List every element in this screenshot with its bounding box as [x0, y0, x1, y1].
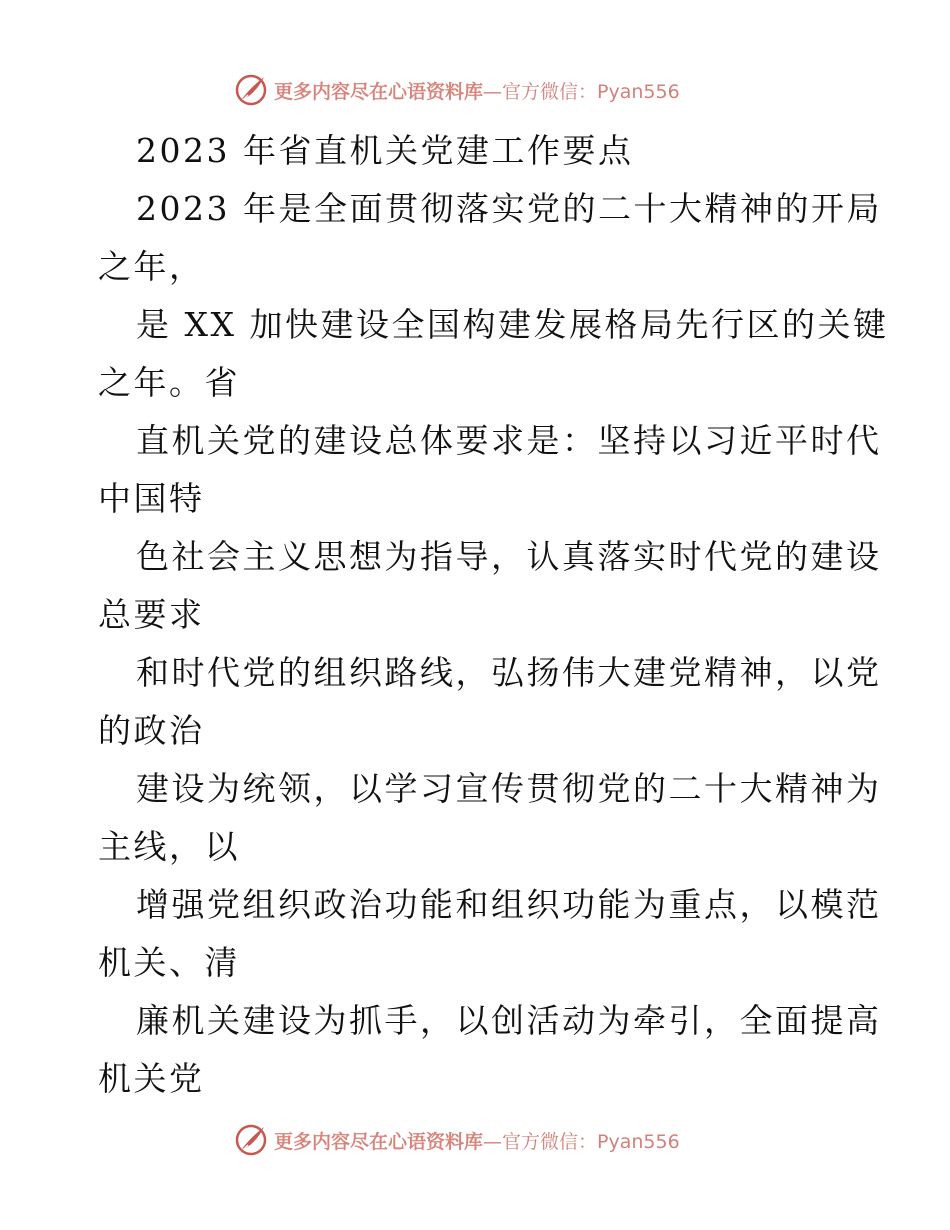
- header-banner: [234, 70, 734, 110]
- footer-banner-wechat: —官方微信：Pyan556: [483, 1130, 680, 1153]
- header-banner-wechat: —官方微信：Pyan556: [483, 80, 680, 103]
- paragraph-line: 中国特: [98, 479, 205, 518]
- header-banner-title: 更多内容尽在心语资料库: [274, 80, 484, 103]
- paragraph-line: 是 XX 加快建设全国构建发展格局先行区的关键: [136, 305, 889, 344]
- paragraph-line: 之年。省: [98, 363, 240, 402]
- footer-banner-text: [274, 1127, 680, 1154]
- paragraph-line: 主线，以: [98, 827, 240, 866]
- footer-banner-title: 更多内容尽在心语资料库: [274, 1130, 484, 1153]
- paragraph-line: 建设为统领，以学习宣传贯彻党的二十大精神为: [136, 769, 882, 808]
- paragraph-line: 廉机关建设为抓手，以创活动为牵引，全面提高: [136, 1001, 882, 1040]
- paragraph-line: 的政治: [98, 711, 205, 750]
- paragraph-line: 直机关党的建设总体要求是：坚持以习近平时代: [136, 421, 882, 460]
- document-body: [98, 122, 889, 1108]
- header-banner-text: [274, 77, 680, 104]
- footer-banner: [234, 1120, 734, 1160]
- paragraph-line: 总要求: [98, 595, 205, 634]
- document-title: 2023 年省直机关党建工作要点: [136, 131, 634, 170]
- paragraph-line: 色社会主义思想为指导，认真落实时代党的建设: [136, 537, 882, 576]
- quill-pen-logo-icon: [234, 73, 268, 107]
- paragraph-line: 和时代党的组织路线，弘扬伟大建党精神，以党: [136, 653, 882, 692]
- quill-pen-logo-icon: [234, 1123, 268, 1157]
- paragraph-line: 机关、清: [98, 943, 240, 982]
- paragraph-line: 机关党: [98, 1059, 205, 1098]
- paragraph-line: 2023 年是全面贯彻落实党的二十大精神的开局: [136, 189, 882, 228]
- paragraph-line: 之年，: [98, 247, 205, 286]
- paragraph-line: 增强党组织政治功能和组织功能为重点，以模范: [136, 885, 882, 924]
